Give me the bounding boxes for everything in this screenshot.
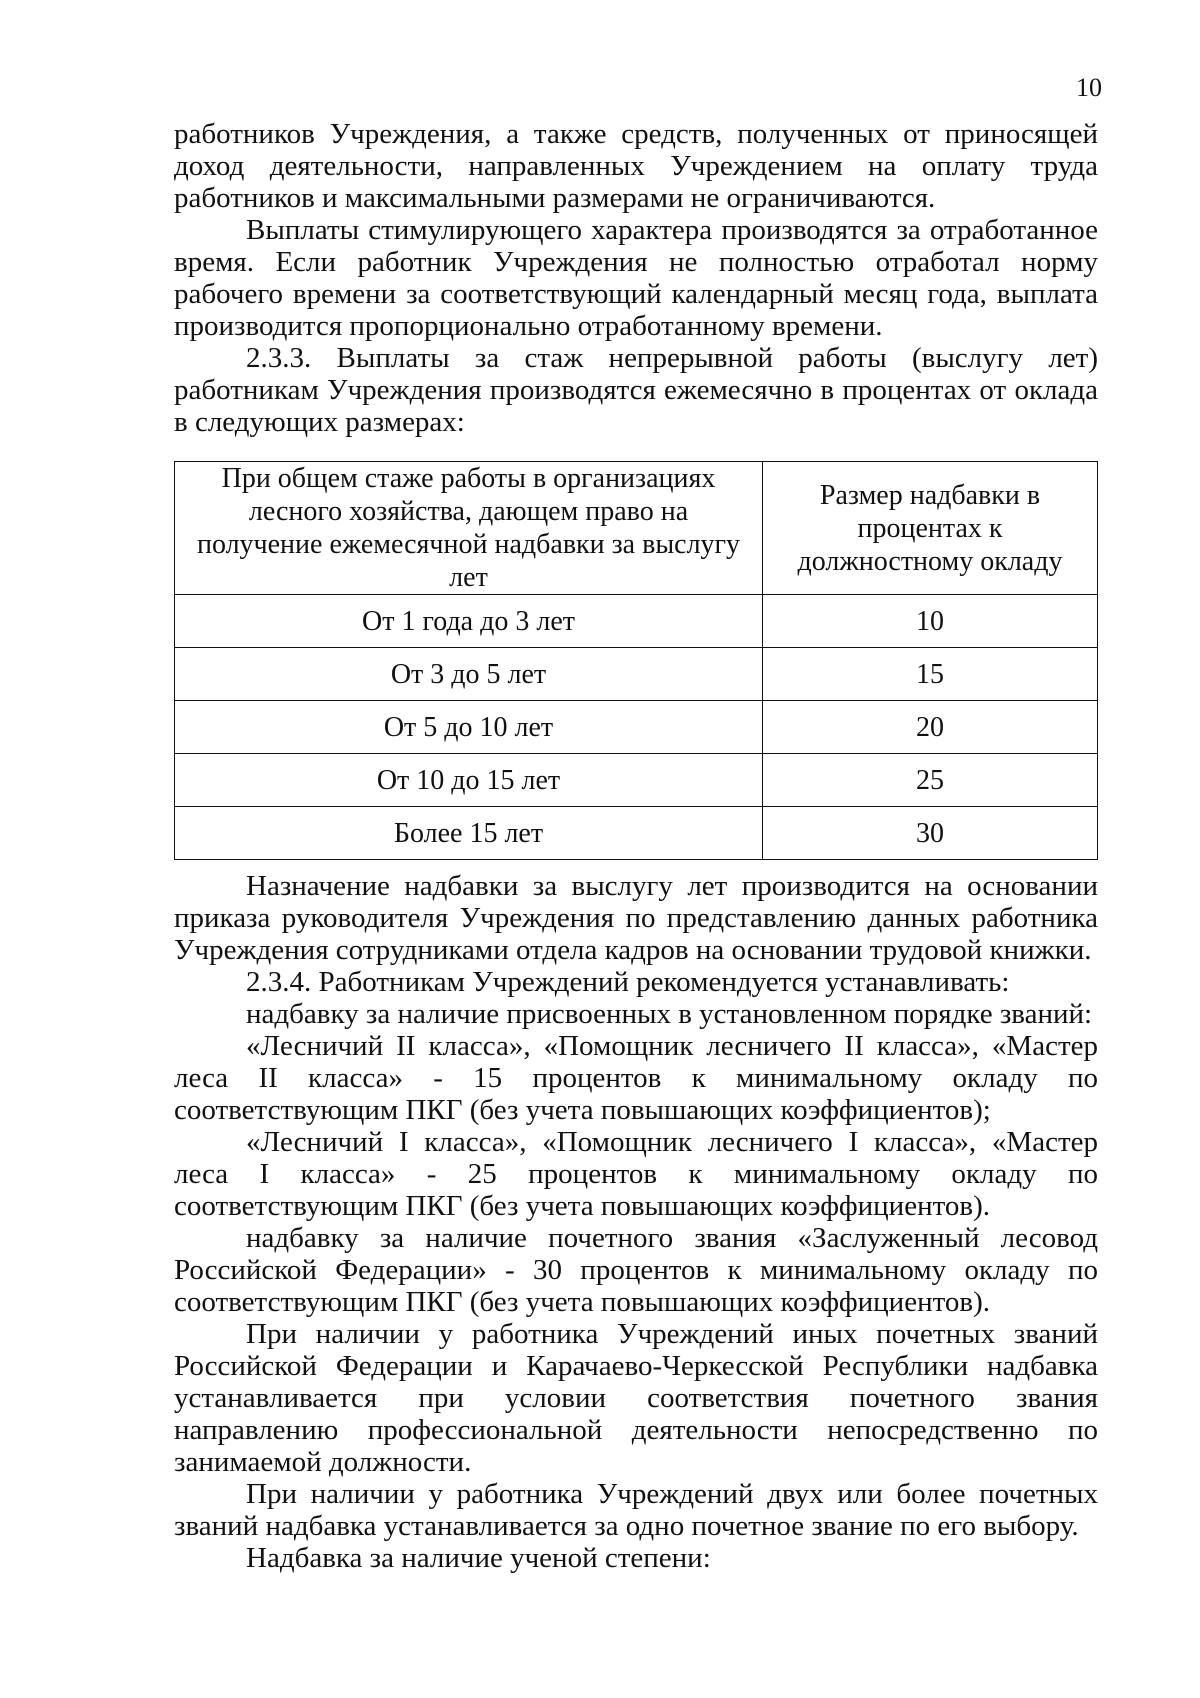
seniority-bonus-table	[174, 461, 1098, 860]
seniority-table-wrapper	[174, 461, 1097, 860]
paragraph: «Лесничий II класса», «Помощник лесничего II класса», «Мастер леса II класса» - 15 процентов к минимальному окладу по соответствующим ПКГ (без учета повышающих коэффициентов);	[174, 1030, 1098, 1126]
table-row	[175, 807, 1098, 860]
paragraph: надбавку за наличие присвоенных в установленном порядке званий:	[246, 998, 1093, 1030]
bonus-percent-cell: 10	[763, 595, 1098, 648]
column-header-bonus-percent: Размер надбавки в процентах к должностному окладу	[763, 462, 1098, 595]
table-row	[175, 648, 1098, 701]
paragraph: 2.3.4. Работникам Учреждений рекомендуется устанавливать:	[246, 966, 1010, 998]
paragraph: При наличии у работника Учреждений иных почетных званий Российской Федерации и Карачаево-Черкесской Республики надбавка устанавливается при условии соответствия почетного звания направлению профессиональной деятельности непосредственно по занимаемой должности.	[174, 1318, 1098, 1478]
table-row	[175, 701, 1098, 754]
seniority-period-cell: От 10 до 15 лет	[175, 754, 763, 807]
bonus-percent-cell: 25	[763, 754, 1098, 807]
column-header-seniority: При общем стаже работы в организациях лесного хозяйства, дающем право на получение ежемесячной надбавки за выслугу лет	[175, 462, 763, 595]
paragraph: Выплаты стимулирующего характера производятся за отработанное время. Если работник Учреждения не полностью отработал норму рабочего времени за соответствующий календарный месяц года, выплата производится пропорционально отработанному времени.	[174, 214, 1098, 342]
paragraph: «Лесничий I класса», «Помощник лесничего I класса», «Мастер леса I класса» - 25 процентов к минимальному окладу по соответствующим ПКГ (без учета повышающих коэффициентов).	[174, 1126, 1098, 1222]
table-row	[175, 754, 1098, 807]
seniority-period-cell: От 3 до 5 лет	[175, 648, 763, 701]
paragraph: работников Учреждения, а также средств, полученных от приносящей доход деятельности, направленных Учреждением на оплату труда работников и максимальными размерами не ограничиваются.	[174, 118, 1098, 214]
page-number: 10	[1076, 73, 1102, 102]
paragraph: 2.3.3. Выплаты за стаж непрерывной работы (выслугу лет) работникам Учреждения производятся ежемесячно в процентах от оклада в следующих размерах:	[174, 342, 1098, 438]
paragraph: Назначение надбавки за выслугу лет производится на основании приказа руководителя Учреждения по представлению данных работника Учреждения сотрудниками отдела кадров на основании трудовой книжки.	[174, 870, 1098, 966]
seniority-period-cell: От 1 года до 3 лет	[175, 595, 763, 648]
bonus-percent-cell: 20	[763, 701, 1098, 754]
seniority-period-cell: От 5 до 10 лет	[175, 701, 763, 754]
bonus-percent-cell: 30	[763, 807, 1098, 860]
paragraph: При наличии у работника Учреждений двух или более почетных званий надбавка устанавливается за одно почетное звание по его выбору.	[174, 1478, 1098, 1542]
bonus-percent-cell: 15	[763, 648, 1098, 701]
paragraph: Надбавка за наличие ученой степени:	[246, 1542, 711, 1574]
table-header-row	[175, 462, 1098, 595]
paragraph: надбавку за наличие почетного звания «Заслуженный лесовод Российской Федерации» - 30 процентов к минимальному окладу по соответствующим ПКГ (без учета повышающих коэффициентов).	[174, 1222, 1098, 1318]
seniority-period-cell: Более 15 лет	[175, 807, 763, 860]
body-section	[174, 870, 1098, 1574]
intro-section	[174, 118, 1098, 438]
table-row	[175, 595, 1098, 648]
